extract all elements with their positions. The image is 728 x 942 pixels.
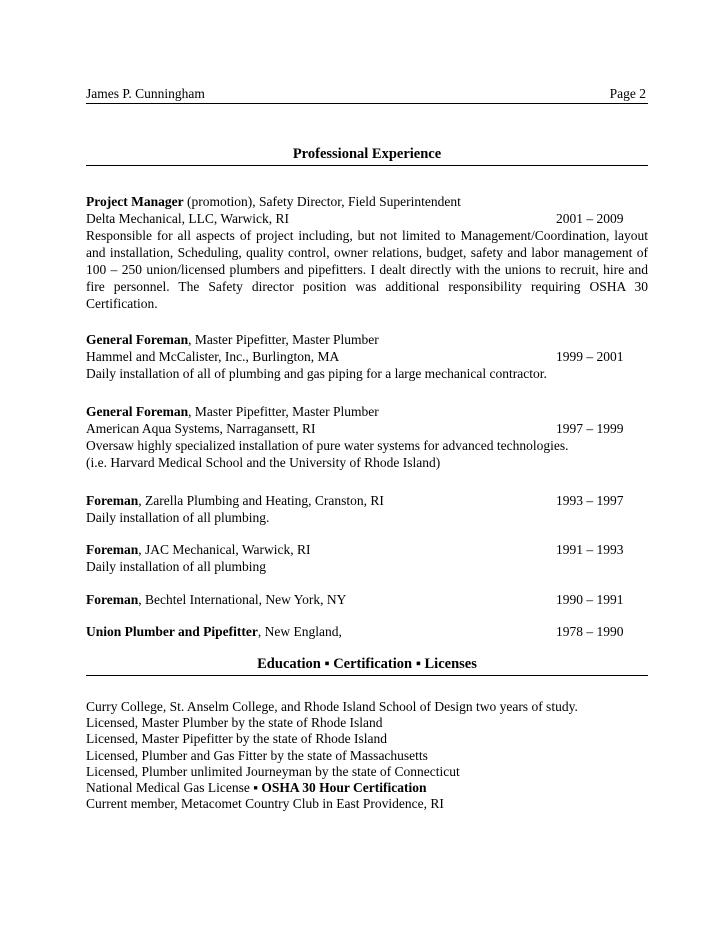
certification-line [86,779,648,795]
job-company: American Aqua Systems, Narragansett, RI [86,421,316,436]
job-entry [86,193,648,312]
job-entry [86,403,648,471]
job-years: 1997 – 1999 [556,421,624,436]
license-line: Licensed, Plumber and Gas Fitter by the state of Massachusetts [86,747,428,763]
job-title-rest: , JAC Mechanical, Warwick, RI [138,542,311,557]
education-title-text: Education ▪ Certification ▪ Licenses [257,656,477,672]
medical-gas-license: National Medical Gas License ▪ [86,779,262,795]
job-company-line [86,420,648,437]
job-description: Responsible for all aspects of project including, but not limited to Management/Coordination, layout and installation, Scheduling, quality control, owner relations, budget, safety and labor management of 100 – 250 union/licensed plumbers and pipefitters. I dealt directly with the unions to recruit, hire and fire personnel. The Safety director position was additional responsibility requiring OSHA 30 Certification. [86,228,648,311]
job-years: 1991 – 1993 [556,542,624,557]
job-title-line [86,331,648,348]
job-years: 1990 – 1991 [556,592,624,607]
job-title-line [86,403,648,420]
job-title-rest: , New England, [257,624,342,639]
job-title-rest: , Master Pipefitter, Master Plumber [188,332,379,347]
job-description: Daily installation of all of plumbing and gas piping for a large mechanical contractor. [86,366,547,381]
job-entry [86,591,648,608]
job-title: General Foreman [86,404,189,419]
job-entry [86,492,648,526]
job-title-rest: , Bechtel International, New York, NY [138,592,347,607]
education-list [86,698,648,811]
job-title: Project Manager [86,194,184,209]
job-years: 1978 – 1990 [556,624,624,639]
job-entry [86,541,648,575]
header-page-number: Page 2 [609,86,646,101]
job-company: Hammel and McCalister, Inc., Burlington, MA [86,349,340,364]
job-title: Foreman [86,542,139,557]
job-years: 2001 – 2009 [556,211,624,226]
job-title: Foreman [86,493,139,508]
job-title-line [86,193,648,210]
osha-certification: OSHA 30 Hour Certification [261,779,427,795]
job-description-note: (i.e. Harvard Medical School and the University of Rhode Island) [86,455,441,470]
job-title-rest: (promotion), Safety Director, Field Superintendent [183,194,461,209]
job-title: General Foreman [86,332,189,347]
job-entry [86,331,648,382]
license-line: Licensed, Master Plumber by the state of Rhode Island [86,715,383,731]
license-line: Licensed, Plumber unlimited Journeyman by the state of Connecticut [86,763,460,779]
job-description: Oversaw highly specialized installation of pure water systems for advanced technologies. [86,438,569,453]
membership-line: Current member, Metacomet Country Club in East Providence, RI [86,796,444,812]
job-description: Daily installation of all plumbing. [86,510,270,525]
job-title-rest: , Master Pipefitter, Master Plumber [188,404,379,419]
education-line: Curry College, St. Anselm College, and Rhode Island School of Design two years of study. [86,699,578,714]
job-years: 1999 – 2001 [556,349,624,364]
experience-title-text: Professional Experience [292,146,442,162]
job-title: Foreman [86,592,139,607]
job-years: 1993 – 1997 [556,493,624,508]
job-title-rest: , Zarella Plumbing and Heating, Cranston, RI [138,493,384,508]
job-company: Delta Mechanical, LLC, Warwick, RI [86,211,289,226]
job-title-line [86,591,648,608]
education-section-title [86,655,648,676]
job-entry [86,623,648,640]
job-title-line [86,623,648,640]
job-title: Union Plumber and Pipefitter [86,624,258,639]
job-title-line [86,492,648,509]
job-description: Daily installation of all plumbing [86,559,266,574]
license-line: Licensed, Master Pipefitter by the state of Rhode Island [86,731,388,747]
job-company-line [86,210,648,227]
page-header [86,84,648,104]
header-name: James P. Cunningham [86,86,205,101]
job-company-line [86,348,648,365]
experience-section-title [86,145,648,166]
job-title-line [86,541,648,558]
